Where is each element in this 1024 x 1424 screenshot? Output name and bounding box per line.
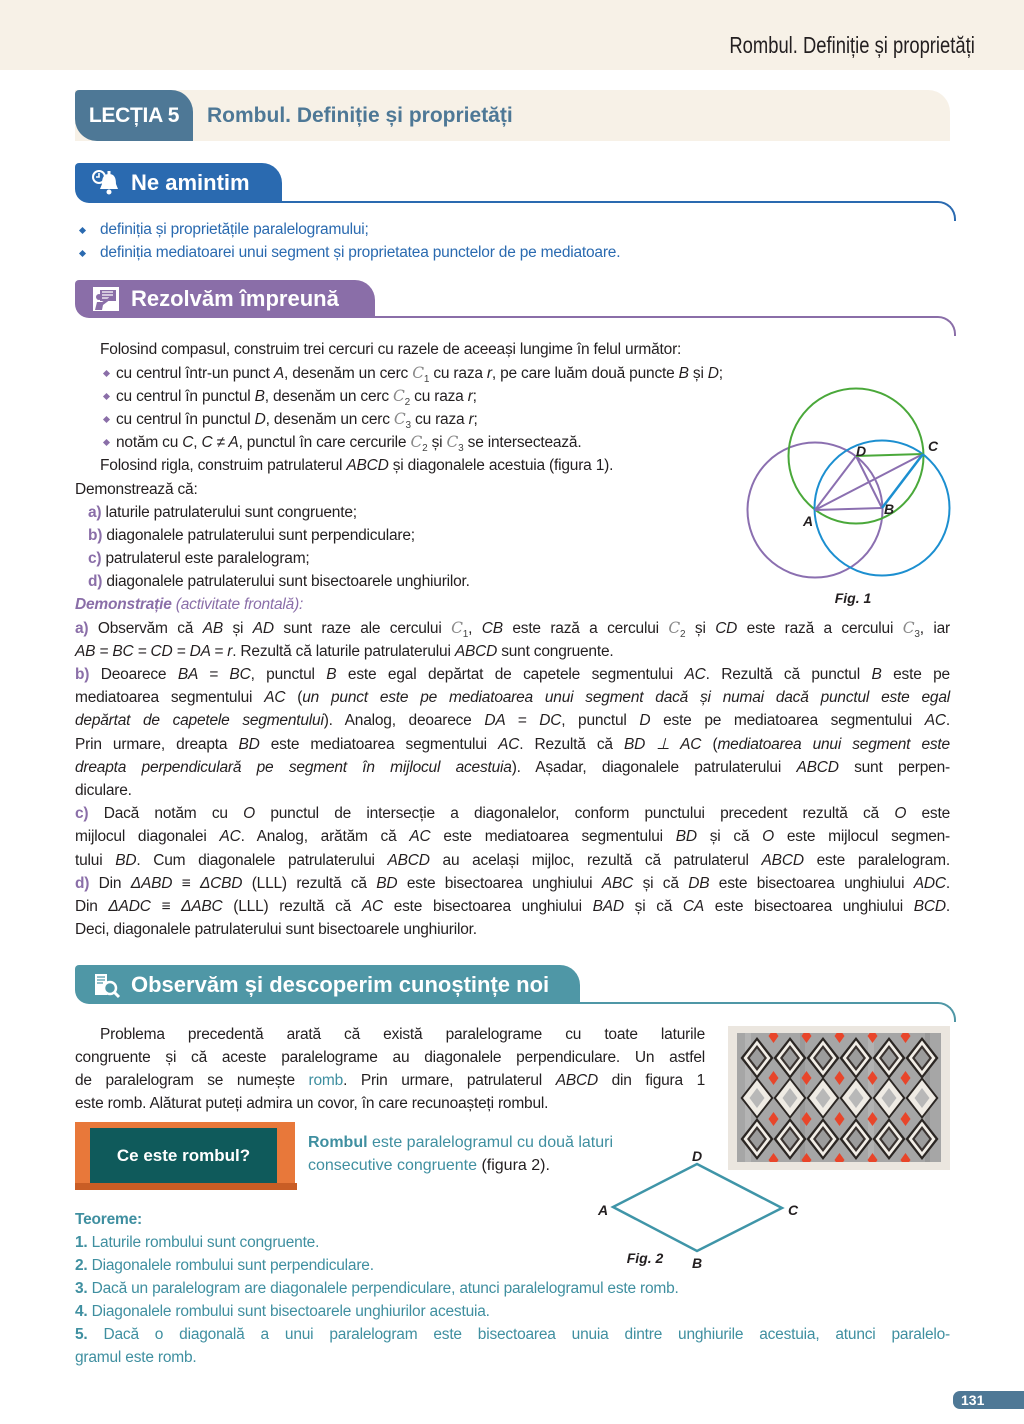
point-label-b: B bbox=[883, 501, 895, 517]
rhombus-definition bbox=[308, 1131, 614, 1177]
text-segment: , desenăm un cerc bbox=[264, 387, 393, 405]
text-segment: este bisectoarea unghiului bbox=[382, 897, 593, 915]
theorems-heading: Teoreme: bbox=[75, 1210, 143, 1228]
text-segment: punctul de intersecție a diagonalelor, conform punctului precedent rezultă că bbox=[255, 805, 895, 823]
figure-1-caption: Fig. 1 bbox=[834, 590, 872, 606]
text-segment: d) bbox=[88, 573, 103, 591]
theorem-text: Dacă o diagonală a unui paralelogram este bisectoarea unuia dintre unghiurile acestuia, atunci paralelo- bbox=[103, 1325, 950, 1343]
text-segment: este bisectoarea unghiului bbox=[704, 897, 914, 915]
text-segment: ADC bbox=[913, 874, 946, 892]
text-segment: tului bbox=[75, 851, 116, 869]
text-segment: și diagonalele acestuia (figura 1). bbox=[388, 457, 614, 475]
text-segment: este paralelogramul cu două laturi bbox=[367, 1133, 614, 1151]
text-segment: este bbox=[906, 805, 950, 823]
text-line bbox=[75, 686, 950, 709]
text-segment: este pe bbox=[881, 666, 950, 684]
text-segment: AC bbox=[219, 828, 241, 846]
question-box: Ce este rombul? bbox=[90, 1128, 277, 1183]
text-line bbox=[75, 895, 950, 918]
construction-step bbox=[75, 408, 776, 431]
text-segment: este mediatoarea segmentului bbox=[430, 828, 676, 846]
text-segment: Observăm că bbox=[88, 619, 203, 637]
text-segment: ( bbox=[701, 735, 718, 753]
text-segment: a) bbox=[75, 619, 89, 637]
text-segment: diculare. bbox=[75, 781, 132, 799]
text-segment: D bbox=[639, 712, 651, 730]
recall-section-header bbox=[75, 163, 282, 203]
theorem-text: Diagonalele rombului sunt bisectoarele unghiurilor acestuia. bbox=[91, 1302, 490, 1320]
point-label-d: D bbox=[855, 443, 867, 459]
bullet-diamond-icon bbox=[79, 227, 86, 234]
step-text bbox=[116, 433, 582, 455]
text-segment: este mijlocul segmen- bbox=[774, 828, 950, 846]
text-line bbox=[75, 1023, 705, 1046]
text-segment: notăm cu bbox=[116, 434, 183, 452]
text-segment: și că bbox=[633, 874, 689, 892]
bullet-diamond-icon bbox=[103, 393, 110, 400]
text-segment: este paralelogram. bbox=[803, 851, 950, 869]
text-segment: este bisectoarea unghiului bbox=[709, 874, 914, 892]
text-segment: 1 bbox=[423, 373, 430, 385]
list-item-text: definiția și proprietățile paralelogramului; bbox=[100, 221, 369, 238]
text-segment: , pe care luăm două puncte bbox=[491, 364, 679, 382]
text-segment: CA bbox=[682, 897, 705, 915]
bullet-diamond-icon bbox=[103, 416, 110, 423]
text-line bbox=[75, 1046, 705, 1069]
text-segment: ABCD bbox=[555, 1072, 598, 1090]
text-segment: patrulaterul este paralelogram; bbox=[101, 550, 310, 568]
text-segment: AB = BC = CD = DA = r bbox=[75, 642, 233, 660]
running-title: Rombul. Definiție și proprietăți bbox=[729, 32, 975, 58]
text-segment: ; bbox=[473, 410, 478, 428]
text-segment: 2 bbox=[404, 396, 411, 408]
text-segment: C ≠ A bbox=[201, 434, 239, 452]
text-segment: AC bbox=[361, 897, 383, 915]
point-label-b: B bbox=[691, 1255, 703, 1271]
text-segment: mediatoarea segmentului bbox=[75, 689, 265, 707]
text-segment: AC bbox=[498, 735, 520, 753]
text-segment: . Rezultă că laturile patrulaterului bbox=[232, 642, 455, 660]
text-segment: ABCD bbox=[346, 457, 389, 475]
theorem-number: 4. bbox=[75, 1302, 88, 1320]
text-segment: AC bbox=[409, 828, 431, 846]
text-segment: 3 bbox=[405, 419, 411, 431]
page-number: 131 bbox=[953, 1391, 1024, 1409]
prove-item-d bbox=[75, 570, 748, 593]
text-segment: ABCD bbox=[454, 642, 498, 660]
text-segment: b) bbox=[75, 666, 90, 684]
text-segment: BAD bbox=[592, 897, 624, 915]
text-segment: Din bbox=[89, 874, 131, 892]
text-line bbox=[308, 1131, 614, 1154]
text-segment: este mediatoarea segmentului bbox=[259, 735, 499, 753]
text-segment: mijlocul diagonalei bbox=[75, 828, 220, 846]
text-segment: Folosind compasul, construim trei cercuri cu razele de aceeași lungime în felul următor: bbox=[100, 341, 682, 359]
text-segment: este pe mediatoarea segmentului bbox=[650, 712, 925, 730]
text-segment: de paralelogram se numește bbox=[75, 1072, 309, 1090]
theorem-number: 2. bbox=[75, 1256, 88, 1274]
text-segment: O bbox=[894, 805, 907, 823]
text-line bbox=[308, 1154, 608, 1177]
text-segment: este bisectoarea unghiului bbox=[397, 874, 602, 892]
theorem-text: Diagonalele rombului sunt perpendiculare. bbox=[91, 1256, 374, 1274]
text-segment: DB bbox=[688, 874, 710, 892]
text-segment: diagonalele patrulaterului sunt perpendiculare; bbox=[102, 526, 415, 544]
text-segment: , punctul bbox=[561, 712, 640, 730]
text-segment: (activitate frontală): bbox=[171, 596, 304, 614]
text-segment: 1 bbox=[462, 628, 469, 640]
text-segment: cu raza bbox=[410, 410, 469, 428]
text-line bbox=[75, 663, 950, 686]
text-segment: ( bbox=[285, 689, 303, 707]
text-segment: cu raza bbox=[429, 364, 487, 382]
text-segment: (LLL) rezultă că bbox=[222, 897, 362, 915]
figure-2-caption: Fig. 2 bbox=[626, 1250, 664, 1266]
bell-icon bbox=[91, 169, 121, 197]
text-segment: B bbox=[326, 666, 337, 684]
chalkboard-ledge bbox=[75, 1183, 297, 1190]
text-segment: AB bbox=[202, 619, 223, 637]
theorem-text: Laturile rombului sunt congruente. bbox=[91, 1233, 320, 1251]
text-segment: , desenăm un cerc bbox=[265, 410, 394, 428]
point-label-c: C bbox=[787, 1202, 799, 1218]
text-segment: Dacă notăm cu bbox=[88, 805, 244, 823]
construction-step bbox=[75, 385, 776, 408]
segment-ad bbox=[815, 456, 856, 510]
discover-section-title: Observăm și descoperim cunoștințe noi bbox=[131, 971, 550, 997]
text-segment: c) bbox=[75, 805, 89, 823]
text-segment: C bbox=[182, 434, 194, 452]
text-line bbox=[75, 640, 950, 663]
discover-section-header bbox=[75, 965, 580, 1004]
text-segment: romb bbox=[308, 1072, 344, 1090]
text-segment: c) bbox=[88, 550, 102, 568]
text-segment: ΔABD ≡ ΔCBD bbox=[130, 874, 243, 892]
text-segment: r bbox=[467, 387, 473, 405]
text-segment: Problema precedentă arată că există paralelograme cu toate laturile bbox=[100, 1025, 705, 1043]
figure-1-circles-construction bbox=[740, 380, 965, 610]
text-segment: . Prin urmare, patrulaterul bbox=[343, 1072, 556, 1090]
text-segment: 3 bbox=[914, 628, 920, 640]
list-item bbox=[75, 219, 950, 242]
segment-bc bbox=[882, 454, 923, 508]
prove-item-c bbox=[75, 547, 748, 570]
text-segment: BD bbox=[238, 735, 260, 753]
text-segment: ABCD bbox=[387, 851, 430, 869]
text-segment: Demonstrație bbox=[75, 596, 172, 614]
text-segment: dreapta perpendiculară pe segment în mijlocul acestuia bbox=[75, 758, 512, 776]
solve-section-title: Rezolvăm împreună bbox=[131, 286, 339, 311]
point-label-a: A bbox=[802, 513, 814, 529]
text-line bbox=[75, 1092, 705, 1115]
text-segment: cu centrul în punctul bbox=[116, 410, 255, 428]
text-segment: ABCD bbox=[796, 758, 839, 776]
text-segment: , bbox=[468, 619, 482, 637]
text-segment: Rombul bbox=[308, 1133, 368, 1151]
text-line bbox=[75, 709, 950, 732]
text-line bbox=[75, 733, 950, 756]
lesson-title: Rombul. Definiție și proprietăți bbox=[207, 104, 513, 127]
theorem-item bbox=[75, 1323, 950, 1346]
text-segment: . Rezultă că bbox=[519, 735, 624, 753]
text-line bbox=[75, 918, 950, 941]
theorem-number: 1. bbox=[75, 1233, 88, 1251]
text-segment: BD bbox=[675, 828, 697, 846]
point-label-a: A bbox=[597, 1202, 609, 1218]
text-segment: DA = DC bbox=[484, 712, 562, 730]
text-segment: B bbox=[678, 364, 689, 382]
text-segment: 3 bbox=[458, 443, 464, 455]
text-segment: d) bbox=[75, 874, 90, 892]
step-text bbox=[116, 409, 478, 431]
discover-paragraph bbox=[75, 1023, 705, 1116]
text-segment: C bbox=[410, 433, 423, 452]
text-segment: Deci, diagonalele patrulaterului sunt bisectoarele unghiurilor. bbox=[75, 921, 477, 939]
solve-section-rule bbox=[90, 316, 956, 336]
text-segment: . bbox=[945, 712, 950, 730]
text-segment: b) bbox=[88, 526, 103, 544]
text-segment: BD bbox=[115, 851, 137, 869]
text-segment: O bbox=[762, 828, 774, 846]
lesson-label: LECȚIA 5 bbox=[75, 90, 193, 141]
text-segment: ΔADC ≡ ΔABC bbox=[108, 897, 223, 915]
text-segment: D bbox=[254, 410, 266, 428]
text-segment: B bbox=[254, 387, 265, 405]
text-segment: congruente și că aceste paralelograme au diagonalele perpendiculare. Un astfel bbox=[75, 1048, 705, 1066]
text-segment: C bbox=[393, 386, 405, 405]
step-text bbox=[116, 363, 723, 385]
text-segment: 2 bbox=[680, 628, 686, 640]
text-segment: , iar bbox=[919, 619, 950, 637]
text-segment: și bbox=[427, 434, 447, 452]
text-segment: C bbox=[446, 433, 459, 452]
list-item-text: definiția mediatoarei unui segment și proprietatea punctelor de pe mediatoare. bbox=[100, 243, 621, 261]
theorem-continuation: gramul este romb. bbox=[75, 1348, 197, 1366]
book-magnifier-icon bbox=[91, 971, 121, 999]
text-segment: , punctul bbox=[250, 666, 327, 684]
text-segment: (LLL) rezultă că bbox=[242, 874, 377, 892]
text-segment: C bbox=[451, 618, 463, 637]
text-segment: din figura 1 bbox=[597, 1072, 706, 1090]
text-segment: AC bbox=[684, 666, 706, 684]
text-segment: și bbox=[685, 619, 716, 637]
theorem-number: 3. bbox=[75, 1279, 88, 1297]
text-line bbox=[75, 872, 950, 895]
text-segment: sunt congruente. bbox=[497, 642, 614, 660]
text-segment: este rază a cercului bbox=[737, 619, 903, 637]
text-segment: C bbox=[412, 363, 424, 382]
prove-item-b bbox=[75, 524, 748, 547]
text-segment: este rază a cercului bbox=[502, 619, 669, 637]
text-segment: ). Analog, deoarece bbox=[323, 712, 485, 730]
text-segment: 2 bbox=[422, 443, 428, 455]
text-segment: D bbox=[707, 364, 719, 382]
text-line bbox=[75, 802, 950, 825]
diagonal-bd bbox=[856, 456, 882, 508]
text-segment: și bbox=[223, 619, 253, 637]
recall-section-rule bbox=[90, 201, 956, 221]
text-segment: cu centrul în punctul bbox=[116, 387, 255, 405]
text-segment: și că bbox=[623, 897, 683, 915]
text-segment: sunt perpen- bbox=[838, 758, 950, 776]
text-segment: depărtat de capetele segmentului bbox=[75, 712, 324, 730]
text-segment: și că bbox=[696, 828, 763, 846]
construction-step bbox=[75, 362, 776, 385]
text-line bbox=[75, 1069, 705, 1092]
text-segment: cu centrul într-un punct bbox=[116, 364, 274, 382]
solve-section-header bbox=[75, 280, 375, 318]
text-segment: . Rezultă că punctul bbox=[705, 666, 872, 684]
text-segment: și bbox=[688, 364, 708, 382]
text-segment: Folosind rigla, construim patrulaterul bbox=[100, 457, 347, 475]
text-segment: Demonstrează că: bbox=[75, 480, 198, 498]
text-segment: C bbox=[668, 618, 681, 637]
text-segment: ABC bbox=[601, 874, 634, 892]
text-segment: diagonalele patrulaterului sunt bisectoarele unghiurilor. bbox=[102, 573, 470, 591]
text-segment: . bbox=[945, 897, 950, 915]
theorems-list bbox=[75, 1208, 950, 1369]
text-line bbox=[75, 617, 950, 640]
text-segment: , bbox=[193, 434, 202, 452]
text-segment: r bbox=[468, 410, 474, 428]
text-segment: mediatoarea unui segment este bbox=[717, 735, 950, 753]
text-segment: r bbox=[486, 364, 492, 382]
text-segment: AC bbox=[264, 689, 286, 707]
prove-heading bbox=[75, 478, 735, 501]
text-segment: CB bbox=[481, 619, 503, 637]
list-item bbox=[75, 242, 950, 265]
text-segment: C bbox=[393, 409, 406, 428]
text-segment: BD bbox=[376, 874, 398, 892]
text-segment: consecutive congruente bbox=[308, 1156, 477, 1174]
text-segment: . Analog, arătăm că bbox=[240, 828, 410, 846]
theorem-number: 5. bbox=[75, 1325, 88, 1343]
text-segment: se intersectează. bbox=[463, 434, 582, 452]
theorem-item bbox=[75, 1300, 950, 1323]
text-segment: . bbox=[945, 874, 951, 892]
bullet-diamond-icon bbox=[103, 370, 110, 377]
bullet-diamond-icon bbox=[79, 249, 86, 256]
text-segment: B bbox=[871, 666, 882, 684]
text-segment: Prin urmare, dreapta bbox=[75, 735, 239, 753]
text-segment: un punct este pe mediatoarea unui segment dacă și numai dacă punctul este egal bbox=[302, 689, 950, 707]
text-segment: . Cum diagonalele patrulaterului bbox=[136, 851, 388, 869]
whiteboard-icon bbox=[91, 285, 121, 313]
text-segment: , desenăm un cerc bbox=[283, 364, 413, 382]
step-text bbox=[116, 386, 477, 408]
text-segment: este egal depărtat de capetele segmentului bbox=[336, 666, 685, 684]
text-segment: a) bbox=[88, 503, 102, 521]
recall-list bbox=[75, 219, 950, 264]
text-segment: , punctul în care cercurile bbox=[238, 434, 411, 452]
demonstration-heading bbox=[75, 593, 735, 616]
text-segment: ; bbox=[718, 364, 723, 382]
prove-item-a bbox=[75, 501, 748, 524]
text-segment: este romb. Alăturat puteți admira un covor, în care recunoașteți rombul. bbox=[75, 1095, 549, 1113]
bullet-diamond-icon bbox=[103, 439, 110, 446]
point-label-c: C bbox=[927, 438, 939, 454]
text-segment: laturile patrulaterului sunt congruente; bbox=[101, 503, 357, 521]
text-segment: BA = BC bbox=[177, 666, 251, 684]
theorem-item bbox=[75, 1277, 950, 1300]
text-line bbox=[75, 338, 760, 361]
text-segment: sunt raze ale cercului bbox=[273, 619, 452, 637]
recall-section-title: Ne amintim bbox=[131, 170, 250, 195]
text-segment: CD bbox=[715, 619, 738, 637]
theorem-item bbox=[75, 1254, 950, 1277]
text-segment: AC bbox=[924, 712, 946, 730]
text-segment: AD bbox=[252, 619, 274, 637]
text-segment: Deoarece bbox=[89, 666, 178, 684]
segment-ab bbox=[815, 508, 882, 510]
text-line bbox=[75, 825, 950, 848]
text-segment: C bbox=[902, 618, 915, 637]
theorem-item bbox=[75, 1231, 950, 1254]
text-segment: A bbox=[273, 364, 284, 382]
text-line bbox=[75, 779, 950, 802]
theorem-text: Dacă un paralelogram are diagonalele perpendiculare, atunci paralelogramul este romb. bbox=[91, 1279, 679, 1297]
text-segment: O bbox=[243, 805, 256, 823]
text-segment: ). Așadar, diagonalele patrulaterului bbox=[511, 758, 797, 776]
text-segment: cu raza bbox=[410, 387, 468, 405]
text-line bbox=[75, 756, 950, 779]
text-segment: ABCD bbox=[761, 851, 804, 869]
text-line bbox=[75, 849, 950, 872]
text-segment: ; bbox=[472, 387, 477, 405]
discover-section-rule bbox=[90, 1002, 956, 1022]
text-segment: au același mijloc, rezultă că patrulaterul bbox=[429, 851, 762, 869]
text-line bbox=[75, 454, 760, 477]
text-segment: (figura 2). bbox=[477, 1156, 550, 1174]
text-segment: BD ⊥ AC bbox=[623, 735, 702, 753]
text-segment: BCD bbox=[913, 897, 946, 915]
text-segment: Din bbox=[75, 897, 109, 915]
construction-step bbox=[75, 431, 776, 454]
point-label-d: D bbox=[691, 1148, 703, 1164]
